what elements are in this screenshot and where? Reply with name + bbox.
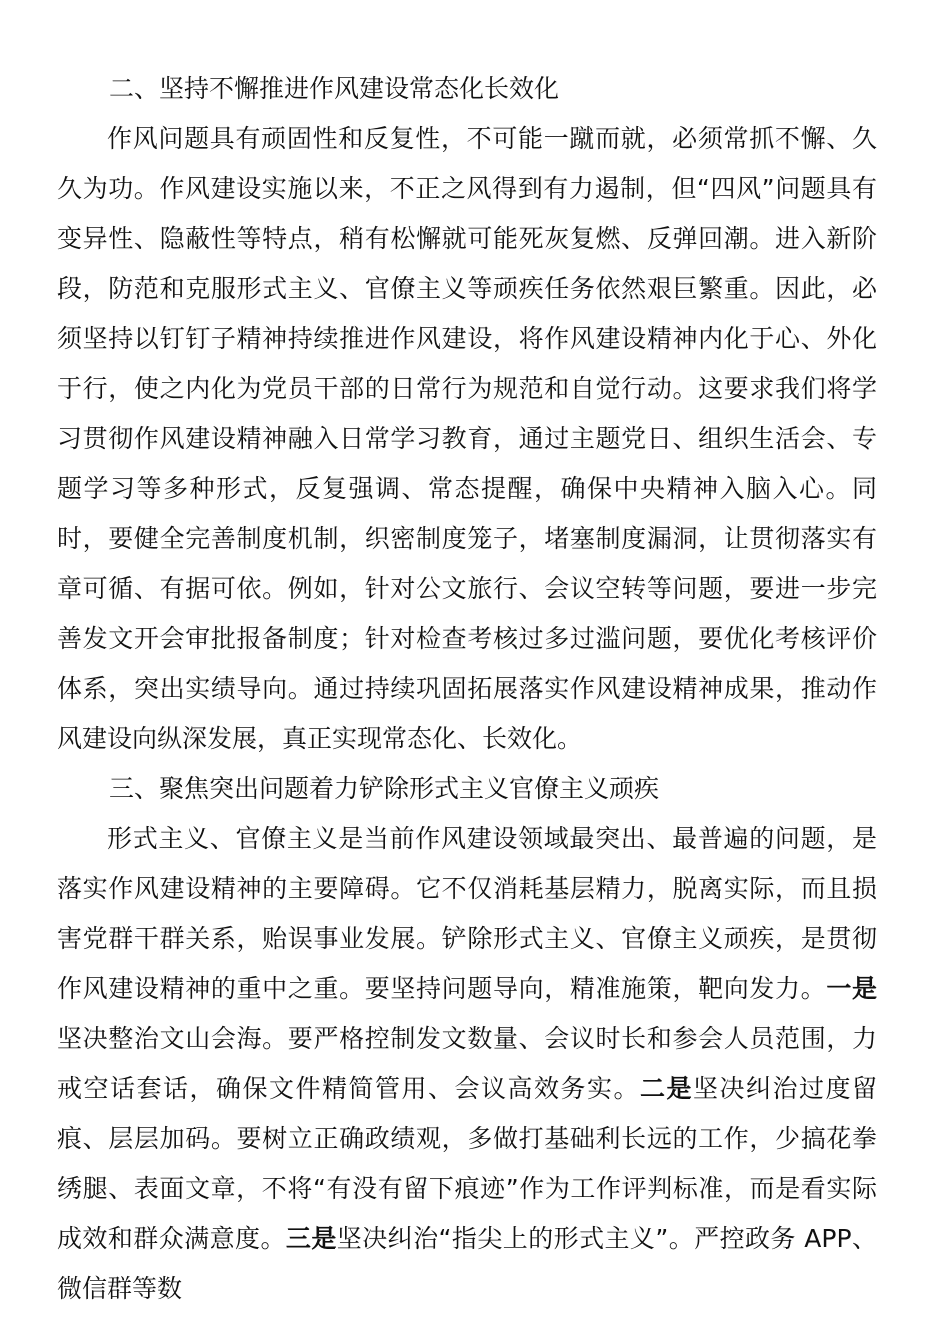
point-2-text: 坚决纠治过度留痕、层层加码。要树立正确政绩观，多做打基础利长远的工作，少搞花拳绣腿、表面文章，不将“有没有留下痕迹”作为工作评判标准，而是看实际成效和群众满意度。: [57, 1074, 877, 1253]
section-3-intro: 形式主义、官僚主义是当前作风建设领域最突出、最普遍的问题，是落实作风建设精神的主要障碍。它不仅消耗基层精力，脱离实际，而且损害党群干群关系，贻误事业发展。铲除形式主义、官僚主义顽疾，是贯彻作风建设精神的重中之重。要坚持问题导向，精准施策，靶向发力。: [57, 824, 877, 1003]
section-3-paragraph: [57, 814, 877, 1314]
point-3-text: 坚决纠治“指尖上的形式主义”。严控政务 APP、微信群等数: [57, 1224, 877, 1303]
section-2-paragraph: 作风问题具有顽固性和反复性，不可能一蹴而就，必须常抓不懈、久久为功。作风建设实施以来，不正之风得到有力遏制，但“四风”问题具有变异性、隐蔽性等特点，稍有松懈就可能死灰复燃、反弹回潮。进入新阶段，防范和克服形式主义、官僚主义等顽疾任务依然艰巨繁重。因此，必须坚持以钉钉子精神持续推进作风建设，将作风建设精神内化于心、外化于行，使之内化为党员干部的日常行为规范和自觉行动。这要求我们将学习贯彻作风建设精神融入日常学习教育，通过主题党日、组织生活会、专题学习等多种形式，反复强调、常态提醒，确保中央精神入脑入心。同时，要健全完善制度机制，织密制度笼子，堵塞制度漏洞，让贯彻落实有章可循、有据可依。例如，针对公文旅行、会议空转等问题，要进一步完善发文开会审批报备制度；针对检查考核过多过滥问题，要优化考核评价体系，突出实绩导向。通过持续巩固拓展落实作风建设精神成果，推动作风建设向纵深发展，真正实现常态化、长效化。: [57, 124, 877, 753]
section-3-heading: 三、聚焦突出问题着力铲除形式主义官僚主义顽疾: [109, 774, 660, 803]
point-3-label: 三是: [285, 1224, 337, 1253]
point-2-label: 二是: [639, 1074, 693, 1103]
section-2-heading: 二、坚持不懈推进作风建设常态化长效化: [109, 74, 560, 103]
point-1-text: 坚决整治文山会海。要严格控制发文数量、会议时长和参会人员范围，力戒空话套话，确保文件精简管用、会议高效务实。: [57, 1024, 877, 1103]
document-page: [57, 64, 877, 1314]
point-1-label: 一是: [826, 974, 877, 1003]
